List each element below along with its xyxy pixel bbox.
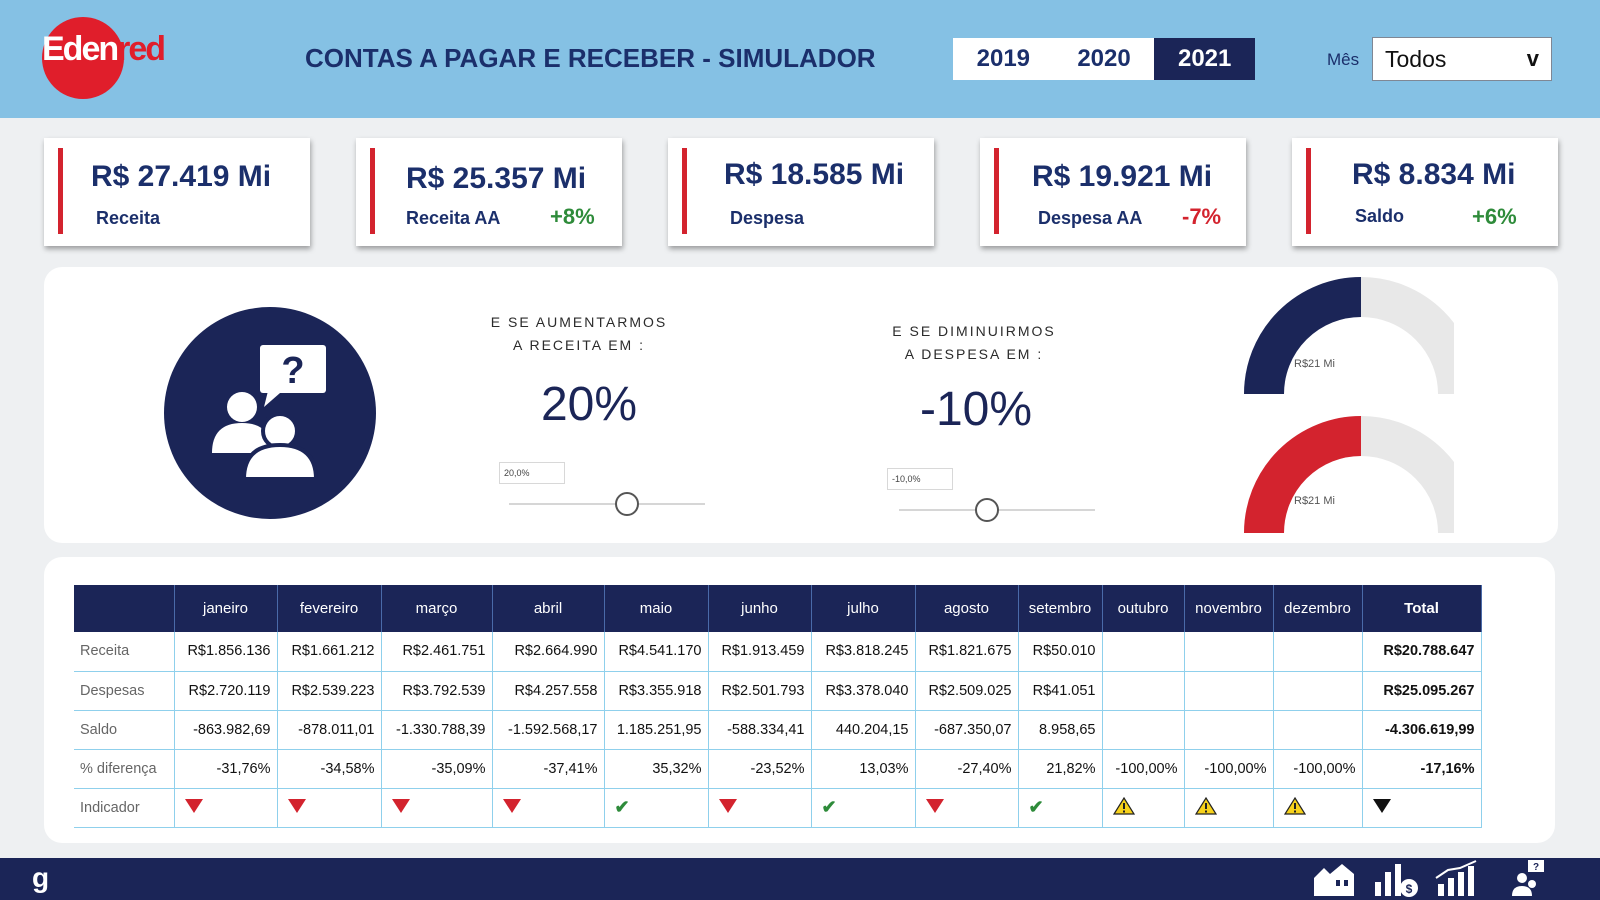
- revenue-increase-value: 20%: [540, 378, 638, 431]
- table-cell: -100,00%: [1184, 749, 1273, 788]
- table-cell: R$3.355.918: [604, 671, 708, 710]
- row-label: % diferença: [74, 749, 174, 788]
- table-cell: R$2.461.751: [381, 632, 492, 671]
- table-cell: -687.350,07: [915, 710, 1018, 749]
- table-header-corner: [74, 585, 174, 632]
- kpi-card-receita: [44, 138, 310, 246]
- header-bar: [0, 0, 1600, 118]
- year-button-2021[interactable]: 2021: [1154, 38, 1255, 80]
- building-icon[interactable]: [1312, 860, 1360, 900]
- indicator-cell: [492, 788, 604, 827]
- indicator-cell: [1362, 788, 1481, 827]
- total-cell: R$25.095.267: [1362, 671, 1481, 710]
- table-cell: R$3.378.040: [811, 671, 915, 710]
- edenred-logo: Edenred: [42, 30, 165, 68]
- table-cell: R$3.792.539: [381, 671, 492, 710]
- expense-slider-input[interactable]: -10,0%: [887, 468, 953, 490]
- table-header-row: [74, 585, 1481, 632]
- table-cell: [1102, 632, 1184, 671]
- table-cell: -27,40%: [915, 749, 1018, 788]
- table-cell: [1184, 632, 1273, 671]
- table-cell: R$3.818.245: [811, 632, 915, 671]
- month-dropdown[interactable]: [1372, 37, 1552, 81]
- kpi-change-percent: -7%: [1182, 204, 1222, 229]
- warning-icon: [1284, 797, 1306, 815]
- down-arrow-red-icon: [288, 799, 306, 813]
- warning-icon: [1113, 797, 1135, 815]
- kpi-value: R$ 27.419 Mi: [91, 160, 272, 193]
- indicator-cell: [811, 788, 915, 827]
- gauge-bottom-label: R$21 Mi: [1294, 495, 1335, 507]
- table-cell: R$4.257.558: [492, 671, 604, 710]
- gauge-top-fill: [1264, 297, 1361, 394]
- total-cell: -17,16%: [1362, 749, 1481, 788]
- table-column-header[interactable]: julho: [811, 585, 915, 632]
- table-cell: 21,82%: [1018, 749, 1102, 788]
- kpi-card-receita-aa: [356, 138, 622, 246]
- table-cell: -35,09%: [381, 749, 492, 788]
- table-cell: R$1.661.212: [277, 632, 381, 671]
- table-cell: -100,00%: [1273, 749, 1362, 788]
- footer-logo: g: [32, 862, 50, 893]
- kpi-accent-bar: [370, 148, 375, 234]
- indicator-cell: [381, 788, 492, 827]
- indicator-cell: [708, 788, 811, 827]
- table-column-header[interactable]: novembro: [1184, 585, 1273, 632]
- down-arrow-red-icon: [926, 799, 944, 813]
- kpi-card-despesa-aa: [980, 138, 1246, 246]
- month-selected-value: Todos: [1385, 45, 1447, 72]
- row-label: Receita: [74, 632, 174, 671]
- revenue-slider-input[interactable]: 20,0%: [499, 462, 565, 484]
- expense-slider-handle[interactable]: [975, 498, 999, 522]
- expense-decrease-value: -10%: [919, 383, 1033, 436]
- kpi-label: Despesa: [730, 208, 805, 228]
- down-arrow-red-icon: [719, 799, 737, 813]
- indicator-cell: [915, 788, 1018, 827]
- table-row: [74, 632, 1481, 671]
- kpi-value: R$ 18.585 Mi: [724, 158, 905, 191]
- indicator-cell: [1273, 788, 1362, 827]
- table-cell: -34,58%: [277, 749, 381, 788]
- year-button-2019[interactable]: 2019: [976, 45, 1031, 72]
- kpi-label: Receita: [96, 208, 161, 228]
- row-label: Saldo: [74, 710, 174, 749]
- table-column-header[interactable]: janeiro: [174, 585, 277, 632]
- table-column-header[interactable]: fevereiro: [277, 585, 381, 632]
- money-chart-icon[interactable]: [1373, 860, 1419, 900]
- indicator-cell: [174, 788, 277, 827]
- year-button-2020[interactable]: 2020: [1077, 45, 1131, 72]
- kpi-label: Saldo: [1355, 206, 1405, 226]
- down-arrow-red-icon: [503, 799, 521, 813]
- table-cell: -31,76%: [174, 749, 277, 788]
- table-cell: R$2.664.990: [492, 632, 604, 671]
- table-cell: R$4.541.170: [604, 632, 708, 671]
- check-icon: ✔: [821, 797, 837, 817]
- kpi-change-percent: +6%: [1472, 204, 1517, 229]
- indicator-cell: [1184, 788, 1273, 827]
- table-column-header[interactable]: março: [381, 585, 492, 632]
- indicator-cell: [604, 788, 708, 827]
- people-question-icon: [164, 307, 376, 519]
- gauge-top-label: R$21 Mi: [1294, 358, 1335, 370]
- svg-text:?: ?: [281, 350, 305, 392]
- row-label: Despesas: [74, 671, 174, 710]
- table-cell: R$50.010: [1018, 632, 1102, 671]
- table-column-header[interactable]: agosto: [915, 585, 1018, 632]
- table-column-header[interactable]: Total: [1362, 585, 1481, 632]
- check-icon: ✔: [614, 797, 630, 817]
- svg-text:?: ?: [1532, 862, 1540, 873]
- people-question-icon[interactable]: [1508, 860, 1548, 900]
- year-selector: [953, 38, 1255, 80]
- table-cell: R$41.051: [1018, 671, 1102, 710]
- revenue-question-line1: E SE AUMENTARMOS: [490, 314, 668, 330]
- table-cell: 35,32%: [604, 749, 708, 788]
- footer-bar: [0, 858, 1600, 900]
- table-column-header[interactable]: dezembro: [1273, 585, 1362, 632]
- expense-question-line2: A DESPESA EM :: [904, 346, 1044, 362]
- kpi-accent-bar: [58, 148, 63, 234]
- table-cell: 8.958,65: [1018, 710, 1102, 749]
- revenue-question: [464, 311, 694, 357]
- kpi-value: R$ 19.921 Mi: [1032, 160, 1213, 193]
- table-cell: 13,03%: [811, 749, 915, 788]
- table-cell: [1184, 710, 1273, 749]
- expense-question-line1: E SE DIMINUIRMOS: [892, 323, 1056, 339]
- revenue-slider-track[interactable]: [509, 503, 705, 505]
- gauge-bottom-fill: [1264, 436, 1361, 533]
- down-arrow-red-icon: [185, 799, 203, 813]
- kpi-accent-bar: [682, 148, 687, 234]
- table-cell: [1102, 710, 1184, 749]
- chevron-down-icon: v: [1526, 46, 1539, 71]
- table-cell: [1184, 671, 1273, 710]
- table-column-header[interactable]: maio: [604, 585, 708, 632]
- indicator-cell: [1018, 788, 1102, 827]
- table-cell: R$2.509.025: [915, 671, 1018, 710]
- page-title: CONTAS A PAGAR E RECEBER - SIMULADOR: [305, 43, 876, 73]
- indicator-cell: [277, 788, 381, 827]
- month-label: Mês: [1327, 50, 1360, 69]
- check-icon: ✔: [1028, 797, 1044, 817]
- row-label: Indicador: [74, 788, 174, 827]
- kpi-value: R$ 25.357 Mi: [406, 162, 587, 195]
- table-row: [74, 710, 1481, 749]
- table-cell: R$1.913.459: [708, 632, 811, 671]
- table-cell: 440.204,15: [811, 710, 915, 749]
- table-cell: -878.011,01: [277, 710, 381, 749]
- total-cell: -4.306.619,99: [1362, 710, 1481, 749]
- kpi-card-despesa: [668, 138, 934, 246]
- table-cell: [1102, 671, 1184, 710]
- table-column-header[interactable]: abril: [492, 585, 604, 632]
- table-cell: [1273, 671, 1362, 710]
- total-cell: R$20.788.647: [1362, 632, 1481, 671]
- down-arrow-red-icon: [392, 799, 410, 813]
- simulator-panel: [44, 267, 1558, 543]
- table-cell: -1.592.568,17: [492, 710, 604, 749]
- table-cell: R$1.856.136: [174, 632, 277, 671]
- table-cell: R$2.539.223: [277, 671, 381, 710]
- revenue-question-line2: A RECEITA EM :: [513, 337, 645, 353]
- warning-icon: [1195, 797, 1217, 815]
- svg-text:$: $: [1405, 882, 1413, 896]
- growth-chart-icon[interactable]: [1434, 860, 1480, 900]
- table-cell: [1273, 632, 1362, 671]
- table-cell: -23,52%: [708, 749, 811, 788]
- kpi-label: Despesa AA: [1038, 208, 1143, 228]
- kpi-accent-bar: [1306, 148, 1311, 234]
- table-cell: R$1.821.675: [915, 632, 1018, 671]
- table-column-header[interactable]: setembro: [1018, 585, 1102, 632]
- table-cell: [1273, 710, 1362, 749]
- kpi-card-saldo: [1292, 138, 1558, 246]
- monthly-table: [74, 585, 1482, 828]
- table-cell: R$2.501.793: [708, 671, 811, 710]
- expense-question: [859, 320, 1089, 366]
- down-arrow-black-icon: [1373, 799, 1391, 813]
- table-column-header[interactable]: outubro: [1102, 585, 1184, 632]
- table-cell: 1.185.251,95: [604, 710, 708, 749]
- table-cell: -588.334,41: [708, 710, 811, 749]
- table-cell: -100,00%: [1102, 749, 1184, 788]
- revenue-slider-handle[interactable]: [615, 492, 639, 516]
- monthly-table-panel: [44, 557, 1555, 843]
- table-row: [74, 749, 1481, 788]
- table-row: [74, 671, 1481, 710]
- table-column-header[interactable]: junho: [708, 585, 811, 632]
- kpi-label: Receita AA: [406, 208, 501, 228]
- kpi-value: R$ 8.834 Mi: [1352, 158, 1516, 191]
- table-cell: R$2.720.119: [174, 671, 277, 710]
- indicator-row: [74, 788, 1481, 827]
- kpi-accent-bar: [994, 148, 999, 234]
- table-cell: -1.330.788,39: [381, 710, 492, 749]
- table-cell: -863.982,69: [174, 710, 277, 749]
- table-cell: -37,41%: [492, 749, 604, 788]
- indicator-cell: [1102, 788, 1184, 827]
- kpi-change-percent: +8%: [550, 204, 595, 229]
